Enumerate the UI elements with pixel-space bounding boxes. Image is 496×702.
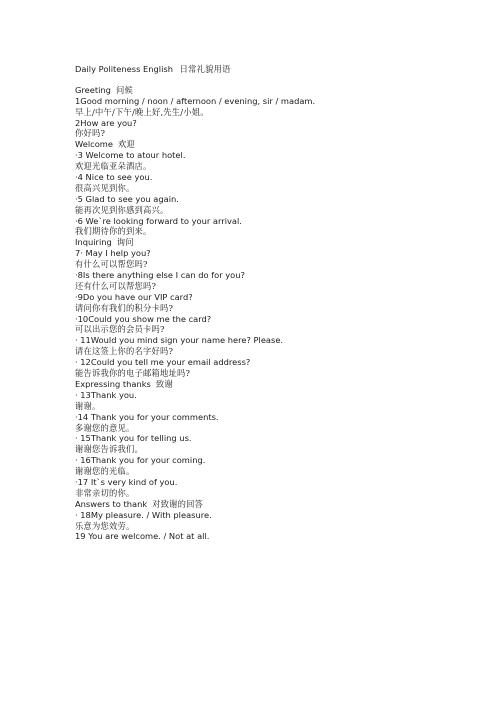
english-text: · 18My pleasure. / With pleasure. [75, 509, 212, 520]
chinese-translation [75, 346, 475, 357]
english-text: · 12Could you tell me your email address? [75, 357, 251, 368]
chinese-translation [75, 466, 475, 477]
chinese-translation [75, 183, 475, 194]
chinese-translation [75, 521, 475, 532]
chinese-text: 可以出示您的会员卡吗? [75, 324, 165, 335]
chinese-text: 谢谢您的光临。 [75, 466, 135, 477]
english-text: ·10Could you show me the card? [75, 313, 212, 324]
chinese-text: 我们期待你的到来。 [75, 226, 152, 237]
english-phrase [75, 412, 475, 423]
english-text: 19 You are welcome. / Not at all. [75, 531, 210, 542]
english-phrase [75, 433, 475, 444]
chinese-translation [75, 161, 475, 172]
chinese-text: 谢谢。 [75, 400, 101, 411]
english-phrase [75, 292, 475, 303]
english-phrase [75, 357, 475, 368]
chinese-text: 对致谢的回答 [152, 498, 204, 509]
english-text: ·4 Nice to see you. [75, 172, 153, 183]
chinese-text: 有什么可以帮您吗? [75, 259, 148, 270]
chinese-translation [75, 401, 475, 412]
chinese-text: 还有什么可以帮您吗? [75, 280, 157, 291]
english-phrase [75, 150, 475, 161]
english-phrase [75, 510, 475, 521]
chinese-translation [75, 128, 475, 139]
english-phrase [75, 477, 475, 488]
chinese-text: 问候 [115, 84, 133, 95]
page-title [75, 64, 475, 75]
english-text: · 13Thank you. [75, 389, 137, 400]
title-english: Daily Politeness English [75, 64, 173, 74]
english-text: · 11Would you mind sign your name here? Please. [75, 335, 284, 346]
english-phrase [75, 118, 475, 129]
english-phrase [75, 194, 475, 205]
english-text: Greeting [75, 84, 111, 95]
english-phrase [75, 455, 475, 466]
section-heading [75, 139, 475, 150]
english-text: ·8Is there anything else I can do for you? [75, 270, 245, 281]
english-phrase [75, 96, 475, 107]
english-text: Inquiring [75, 237, 112, 248]
chinese-text: 乐意为您效劳。 [75, 520, 135, 531]
english-text: 7· May I help you? [75, 248, 151, 259]
chinese-text: 非常亲切的你。 [75, 487, 135, 498]
section-heading [75, 499, 475, 510]
chinese-text: 欢迎 [117, 139, 135, 150]
chinese-text: 请问你有我们的积分卡吗? [75, 302, 174, 313]
chinese-translation [75, 259, 475, 270]
chinese-translation [75, 423, 475, 434]
english-text: · 15Thank you for telling us. [75, 433, 192, 444]
english-text: ·17 It`s very kind of you. [75, 476, 178, 487]
english-text: Expressing thanks [75, 378, 151, 389]
english-phrase [75, 531, 475, 542]
title-chinese: 日常礼貌用语 [179, 64, 231, 74]
english-phrase [75, 314, 475, 325]
chinese-translation [75, 281, 475, 292]
chinese-text: 多谢您的意见。 [75, 422, 135, 433]
english-phrase [75, 335, 475, 346]
section-heading [75, 379, 475, 390]
chinese-text: 能再次见到你感到高兴。 [75, 204, 169, 215]
chinese-text: 谢谢您告诉我们。 [75, 444, 143, 455]
phrase-list [75, 85, 475, 542]
english-phrase [75, 390, 475, 401]
english-text: 2How are you? [75, 117, 137, 128]
english-text: ·3 Welcome to atour hotel. [75, 150, 186, 161]
document-page [75, 64, 475, 542]
english-phrase [75, 270, 475, 281]
chinese-translation [75, 488, 475, 499]
english-text: 1Good morning / noon / afternoon / evening, sir / madam. [75, 95, 316, 106]
english-text: Answers to thank [75, 498, 148, 509]
chinese-text: 致谢 [155, 378, 173, 389]
english-text: · 16Thank you for your coming. [75, 455, 206, 466]
chinese-translation [75, 368, 475, 379]
chinese-text: 早上/中午/下午/晚上好,先生/小姐。 [75, 106, 209, 117]
english-text: ·6 We`re looking forward to your arrival. [75, 215, 242, 226]
chinese-text: 很高兴见到你。 [75, 182, 135, 193]
english-text: ·9Do you have our VIP card? [75, 291, 193, 302]
chinese-text: 请在这签上你的名字好吗? [75, 346, 174, 357]
english-phrase [75, 172, 475, 183]
chinese-translation [75, 205, 475, 216]
english-text: Welcome [75, 139, 113, 150]
chinese-translation [75, 303, 475, 314]
chinese-text: 你好吗? [75, 128, 106, 139]
english-text: ·14 Thank you for your comments. [75, 411, 219, 422]
english-text: ·5 Glad to see you again. [75, 193, 179, 204]
english-phrase [75, 216, 475, 227]
chinese-text: 欢迎光临亚朵酒店。 [75, 161, 152, 172]
chinese-text: 询问 [116, 237, 134, 248]
chinese-translation [75, 324, 475, 335]
section-heading [75, 237, 475, 248]
english-phrase [75, 248, 475, 259]
chinese-translation [75, 226, 475, 237]
section-heading [75, 85, 475, 96]
chinese-translation [75, 444, 475, 455]
chinese-translation [75, 107, 475, 118]
chinese-text: 能告诉我你的电子邮箱地址吗? [75, 368, 191, 379]
